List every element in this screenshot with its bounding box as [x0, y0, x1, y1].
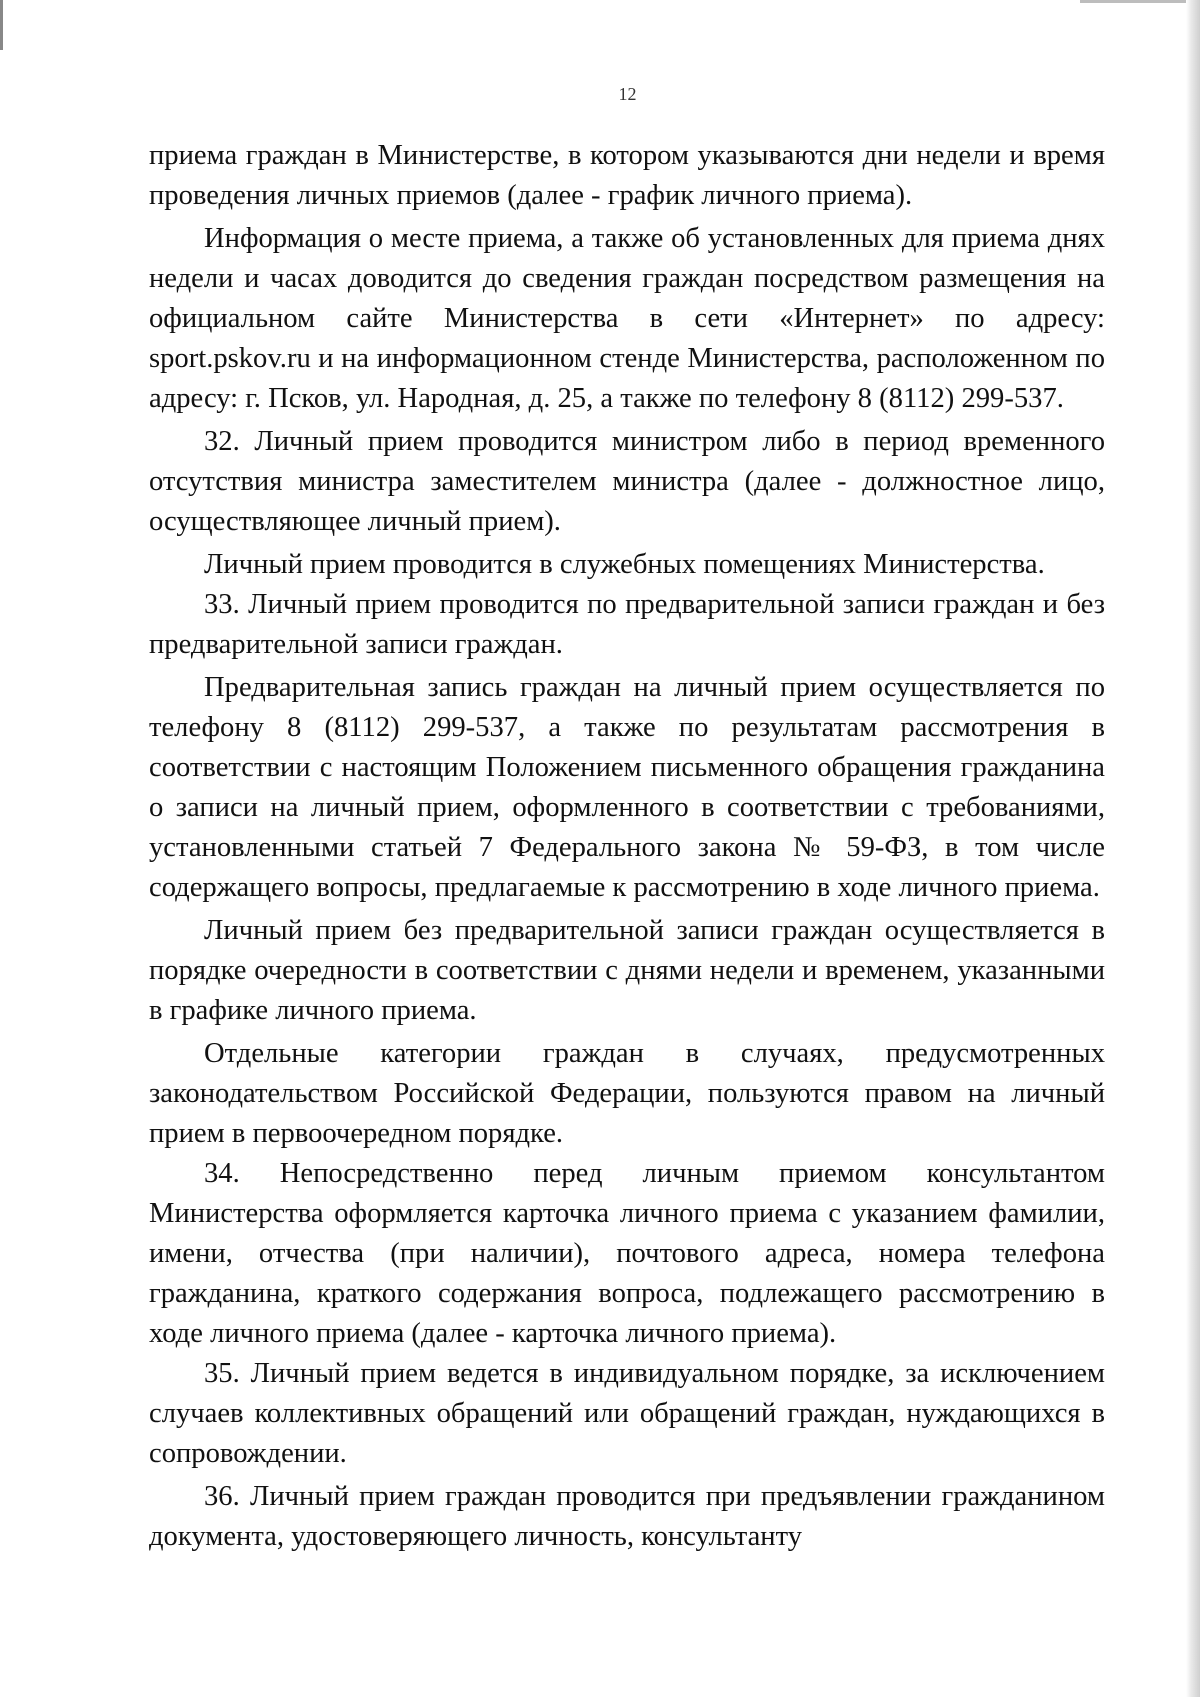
paragraph-32: 32. Личный прием проводится министром либо в период временного отсутствия министра заместителем министра (далее - должностное лицо, осуществляющее личный прием).: [149, 426, 1105, 537]
paragraph-reception-info: Информация о месте приема, а также об установленных для приема днях недели и часах доводится до сведения граждан посредством размещения на официальном сайте Министерства в сети «Интернет» по адресу: sport.pskov.ru и на информационном стенде Министерства, расположенном по адресу: г. Псков, ул. Народная, д. 25, а также по телефону 8 (8112) 299-537.: [149, 223, 1105, 414]
page-number: 12: [618, 84, 637, 104]
paragraph-34: 34. Непосредственно перед личным приемом консультантом Министерства оформляется карточка личного приема с указанием фамилии, имени, отчества (при наличии), почтового адреса, номера телефона гражданина, краткого содержания вопроса, подлежащего рассмотрению в ходе личного приема (далее - карточка личного приема).: [149, 1158, 1105, 1349]
paragraph-without-record: Личный прием без предварительной записи граждан осуществляется в порядке очередности в соответствии с днями недели и временем, указанными в графике личного приема.: [149, 915, 1105, 1026]
paragraph-continuation: приема граждан в Министерстве, в котором указываются дни недели и время проведения личных приемов (далее - график личного приема).: [149, 140, 1105, 211]
paragraph-reception-location: Личный прием проводится в служебных помещениях Министерства.: [204, 549, 1045, 580]
paragraph-35: 35. Личный прием ведется в индивидуальном порядке, за исключением случаев коллективных обращений или обращений граждан, нуждающихся в сопровождении.: [149, 1358, 1105, 1469]
paragraph-33: 33. Личный прием проводится по предварительной записи граждан и без предварительной записи граждан.: [149, 589, 1105, 660]
scan-edge-right: [1186, 0, 1200, 1697]
paragraph-36: 36. Личный прием граждан проводится при предъявлении гражданином документа, удостоверяющего личность, консультанту: [149, 1481, 1105, 1552]
scan-edge-top: [1080, 0, 1200, 3]
paragraph-priority-categories: Отдельные категории граждан в случаях, предусмотренных законодательством Российской Федерации, пользуются правом на личный прием в первоочередном порядке.: [149, 1038, 1105, 1149]
scan-edge-left: [0, 0, 3, 50]
paragraph-preliminary-record: Предварительная запись граждан на личный прием осуществляется по телефону 8 (8112) 299-537, а также по результатам рассмотрения в соответствии с настоящим Положением письменного обращения гражданина о записи на личный прием, оформленного в соответствии с требованиями, установленными статьей 7 Федерального закона № 59-ФЗ, в том числе содержащего вопросы, предлагаемые к рассмотрению в ходе личного приема.: [149, 672, 1105, 903]
document-body: [149, 136, 1105, 1557]
